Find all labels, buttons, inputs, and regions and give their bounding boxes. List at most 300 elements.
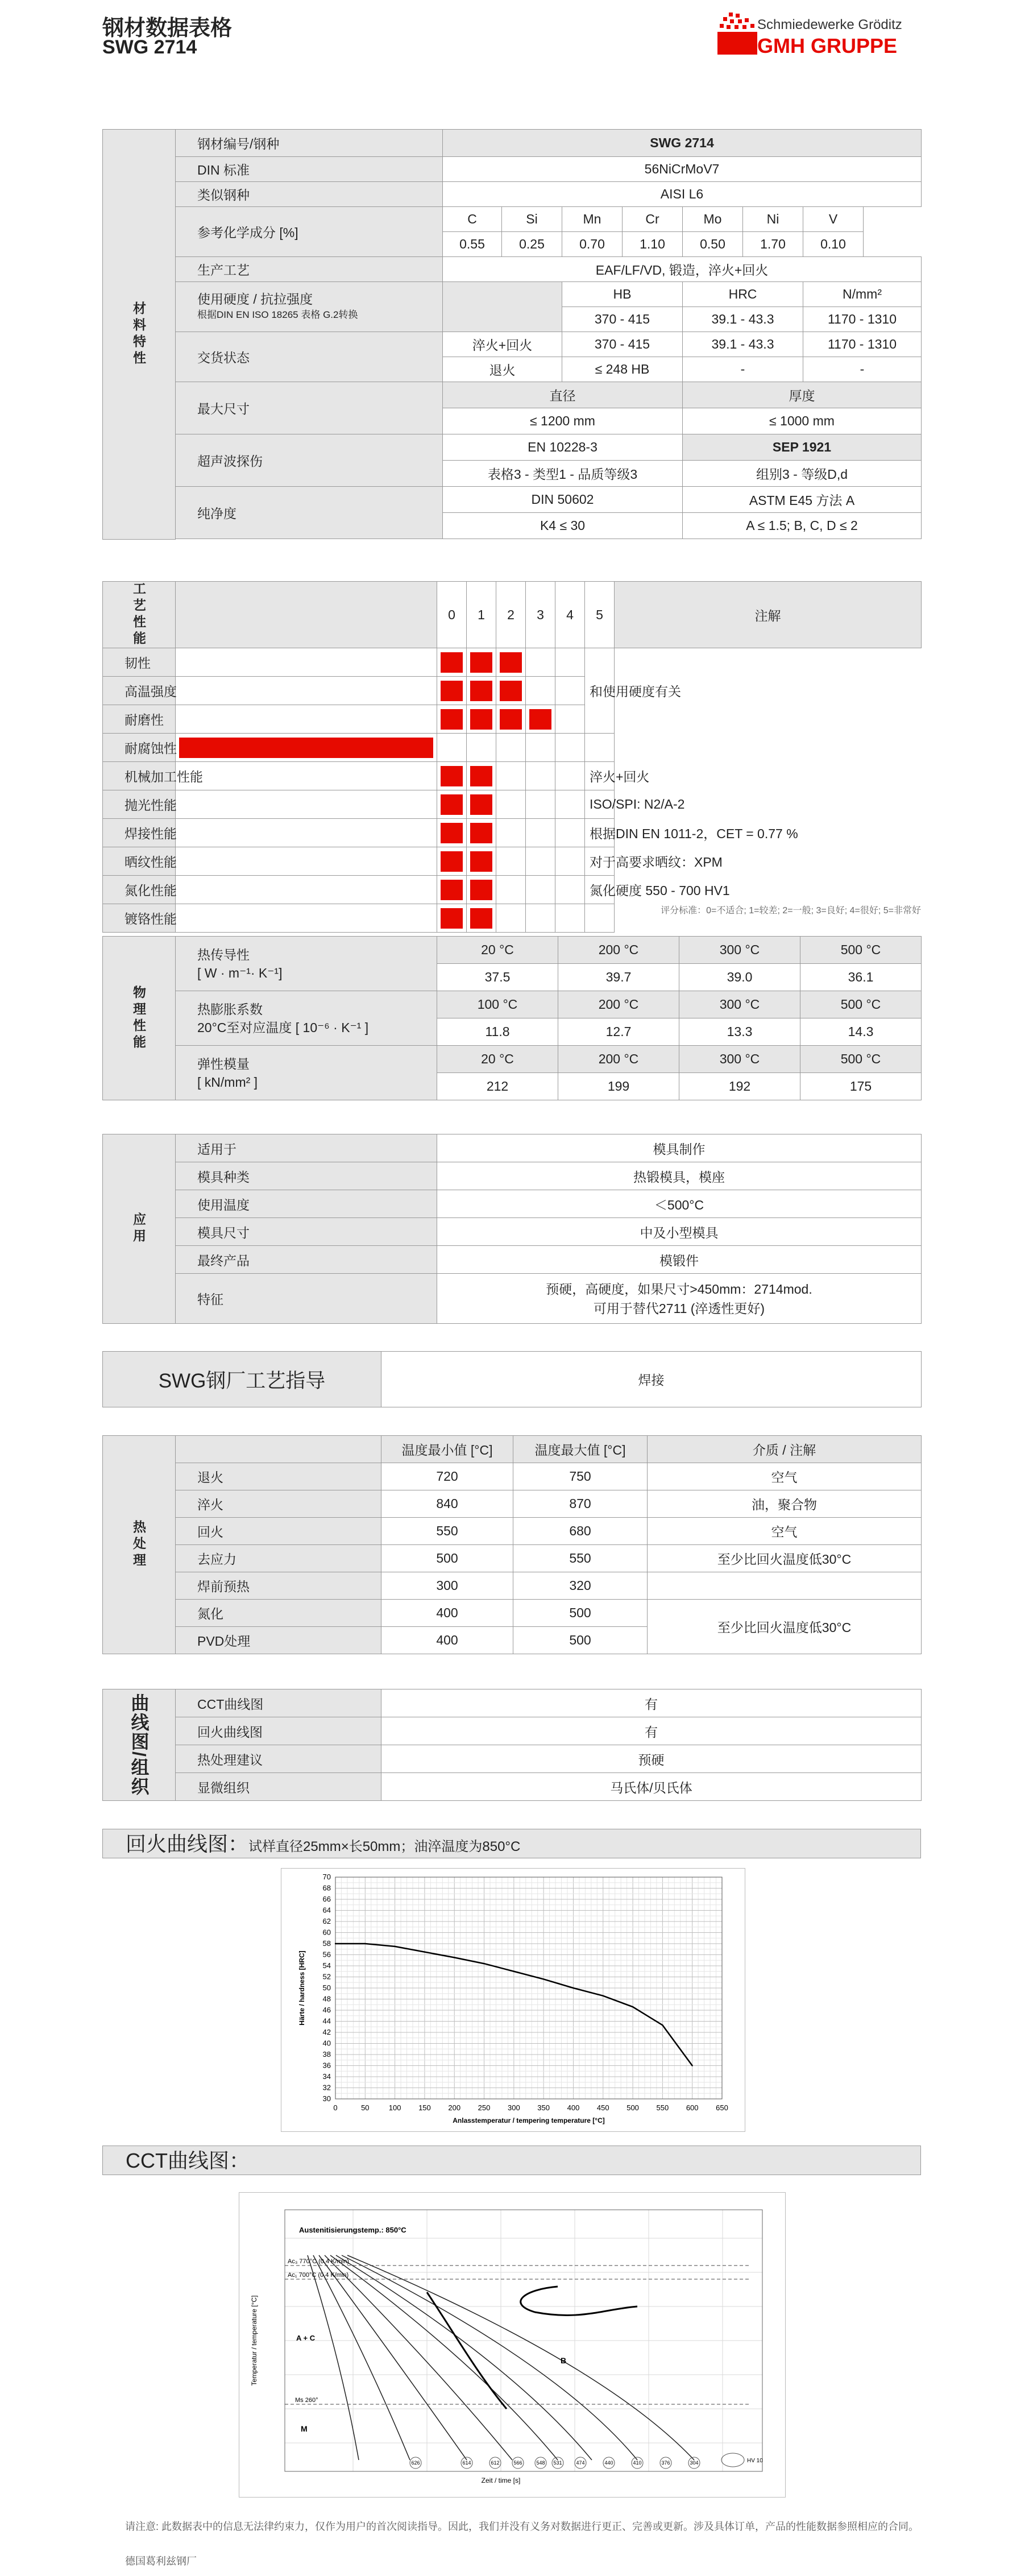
curve-value: 有 <box>381 1689 922 1717</box>
section-curves: 曲线图/组织 <box>103 1689 176 1801</box>
clean-standard: ASTM E45 方法 A <box>683 487 922 513</box>
score-mark <box>441 880 463 900</box>
phys-temp: 300 °C <box>679 937 800 964</box>
phys-value: 39.0 <box>679 964 800 991</box>
scale-0: 0 <box>437 582 467 648</box>
chem-value: 0.50 <box>683 232 743 257</box>
brand-logo <box>717 13 922 58</box>
y-tick-label: 42 <box>322 2028 331 2036</box>
score-cell <box>176 734 437 762</box>
score-cell <box>467 847 496 876</box>
chem-value: 1.10 <box>623 232 683 257</box>
score-cell <box>496 819 526 847</box>
heat-note: 空气 <box>648 1518 922 1545</box>
din-value: 56NiCrMoV7 <box>443 157 922 182</box>
process-name: 镀铬性能 <box>103 904 176 933</box>
heat-max: 500 <box>513 1600 648 1627</box>
chem-value: 0.55 <box>443 232 502 257</box>
y-tick-label: 60 <box>322 1928 331 1937</box>
heat-name: 去应力 <box>176 1545 381 1572</box>
chem-element: Cr <box>623 207 683 232</box>
score-cell <box>437 648 467 677</box>
data-point <box>483 1963 484 1964</box>
app-value: 模具制作 <box>437 1134 922 1162</box>
score-cell <box>437 734 467 762</box>
x-tick-label: 550 <box>656 2103 669 2112</box>
feature-line: 可用于替代2711 (淬透性更好) <box>593 1301 765 1316</box>
tempering-chart-heading <box>102 1829 921 1858</box>
score-mark <box>470 681 492 701</box>
cct-title: Austenitisierungstemp.: 850°C <box>299 2226 406 2234</box>
score-cell <box>526 648 555 677</box>
score-mark <box>441 823 463 843</box>
process-name: 高温强度 <box>103 677 176 705</box>
y-tick-label: 50 <box>322 1983 331 1992</box>
x-tick-label: 650 <box>716 2103 728 2112</box>
scale-2: 2 <box>496 582 526 648</box>
score-mark <box>500 709 522 730</box>
score-cell <box>176 904 437 933</box>
heat-min: 500 <box>381 1545 513 1572</box>
heat-header: 温度最小值 [°C] <box>381 1436 513 1463</box>
y-tick-label: 62 <box>322 1917 331 1925</box>
score-mark <box>470 823 492 843</box>
process-row <box>103 677 922 705</box>
hardness-label: 410 <box>633 2460 642 2466</box>
data-point <box>513 1971 514 1972</box>
cooling-curve <box>342 2255 637 2460</box>
phys-label-text: 热传导性 <box>197 947 250 962</box>
x-tick-label: 450 <box>596 2103 609 2112</box>
process-value: EAF/LF/VD, 锻造，淬火+回火 <box>443 257 922 282</box>
hardness-hb-header: HB <box>562 282 683 307</box>
heat-min: 400 <box>381 1627 513 1654</box>
heat-note <box>648 1572 922 1600</box>
cooling-curve <box>319 2255 467 2460</box>
score-mark <box>529 709 551 730</box>
chem-element: Ni <box>743 207 803 232</box>
x-tick-label: 0 <box>333 2103 338 2112</box>
data-point <box>572 1987 574 1989</box>
similar-label: 类似钢种 <box>176 182 443 207</box>
score-mark <box>179 738 433 758</box>
process-note: ISO/SPI: N2/A-2 <box>585 790 615 819</box>
score-cell <box>526 876 555 904</box>
score-cell <box>526 762 555 790</box>
guide-label: SWG钢厂工艺指导 <box>103 1352 381 1407</box>
heat-max: 750 <box>513 1463 648 1490</box>
score-cell <box>555 734 585 762</box>
data-point <box>691 2065 692 2066</box>
cct-chart-frame <box>239 2192 786 2498</box>
curve-value: 预硬 <box>381 1745 922 1773</box>
score-cell <box>555 705 585 734</box>
chem-element: C <box>443 207 502 232</box>
score-cell <box>467 762 496 790</box>
score-cell <box>555 648 585 677</box>
app-label: 特征 <box>176 1274 437 1324</box>
phys-value: 175 <box>800 1073 922 1100</box>
process-note: 淬火+回火 <box>585 762 615 790</box>
score-cell <box>526 904 555 933</box>
hardness-hb-value: 370 - 415 <box>562 307 683 332</box>
ferrite-nose <box>521 2287 637 2315</box>
y-tick-label: 48 <box>322 1994 331 2003</box>
score-cell <box>467 648 496 677</box>
process-row <box>103 648 922 677</box>
x-tick-label: 150 <box>418 2103 431 2112</box>
app-label: 模具尺寸 <box>176 1218 437 1246</box>
material-table <box>102 129 922 540</box>
chem-element: Mo <box>683 207 743 232</box>
score-cell <box>526 734 555 762</box>
cct-chart-heading <box>102 2146 921 2175</box>
phys-label-text: 热膨胀系数 <box>197 1001 263 1017</box>
phys-temp: 300 °C <box>679 1046 800 1073</box>
process-note: 氮化硬度 550 - 700 HV1 <box>585 876 615 904</box>
score-mark <box>441 908 463 929</box>
score-mark <box>441 766 463 786</box>
hardness-hrc-header: HRC <box>683 282 803 307</box>
score-cell <box>526 677 555 705</box>
chem-value: 0.25 <box>502 232 562 257</box>
phys-value: 39.7 <box>558 964 679 991</box>
process-name: 晒纹性能 <box>103 847 176 876</box>
brand-mark-icon <box>717 13 757 55</box>
section-material: 材料特性 <box>103 130 176 540</box>
heat-max: 500 <box>513 1627 648 1654</box>
hardness-label <box>176 282 443 332</box>
y-tick-label: 68 <box>322 1883 331 1892</box>
scale-3: 3 <box>526 582 555 648</box>
y-tick-label: 38 <box>322 2050 331 2059</box>
score-cell <box>176 876 437 904</box>
heat-header: 温度最大值 [°C] <box>513 1436 648 1463</box>
y-tick-label: 66 <box>322 1895 331 1903</box>
app-label: 模具种类 <box>176 1162 437 1190</box>
score-cell <box>437 904 467 933</box>
app-value: 中及小型模具 <box>437 1218 922 1246</box>
score-cell <box>467 705 496 734</box>
y-tick-label: 44 <box>322 2016 331 2026</box>
process-note: 对于高要求晒纹：XPM <box>585 847 615 876</box>
chem-value: 1.70 <box>743 232 803 257</box>
phys-temp: 200 °C <box>558 937 679 964</box>
process-name: 耐腐蚀性 <box>103 734 176 762</box>
score-mark <box>470 709 492 730</box>
phys-value: 37.5 <box>437 964 558 991</box>
score-cell <box>437 876 467 904</box>
phys-value: 36.1 <box>800 964 922 991</box>
phys-value: 14.3 <box>800 1018 922 1046</box>
app-label: 最终产品 <box>176 1246 437 1274</box>
curve-label: 热处理建议 <box>176 1745 381 1773</box>
curve-label: CCT曲线图 <box>176 1689 381 1717</box>
brand-name-main: GMH GRUPPE <box>757 34 898 57</box>
feature-line: 预硬，高硬度，如果尺寸>450mm：2714mod. <box>546 1281 812 1297</box>
section-application: 应用 <box>103 1134 176 1324</box>
hardness-label: 474 <box>576 2460 585 2466</box>
clean-value: A ≤ 1.5; B, C, D ≤ 2 <box>683 513 922 539</box>
hardness-label: 376 <box>661 2460 670 2466</box>
y-tick-label: 58 <box>322 1939 331 1948</box>
heat-header: 介质 / 注解 <box>648 1436 922 1463</box>
guide-table <box>102 1351 922 1407</box>
x-tick-label: 200 <box>448 2103 461 2112</box>
phys-label <box>176 937 437 991</box>
score-mark <box>441 794 463 815</box>
heat-note: 至少比回火温度低30°C <box>648 1545 922 1572</box>
score-cell <box>526 705 555 734</box>
app-label: 适用于 <box>176 1134 437 1162</box>
app-value: 模锻件 <box>437 1246 922 1274</box>
score-cell <box>496 904 526 933</box>
process-legend: 评分标准：0=不适合; 1=较差; 2=一般; 3=良好; 4=很好; 5=非常好 <box>661 906 921 916</box>
hardness-label: 614 <box>462 2460 471 2466</box>
heat-min: 720 <box>381 1463 513 1490</box>
x-tick-label: 250 <box>478 2103 491 2112</box>
scale-1: 1 <box>467 582 496 648</box>
data-point <box>394 1946 395 1947</box>
phys-value: 212 <box>437 1073 558 1100</box>
guide-value: 焊接 <box>381 1352 922 1407</box>
phys-value: 11.8 <box>437 1018 558 1046</box>
phys-temp: 500 °C <box>800 991 922 1018</box>
curve-value: 马氏体/贝氏体 <box>381 1773 922 1801</box>
delivery-hrc: - <box>683 357 803 382</box>
x-tick-label: 100 <box>388 2103 401 2112</box>
process-row <box>103 819 922 847</box>
cct-ylabel: Temperatur / temperature [°C] <box>250 2295 258 2386</box>
tempering-chart <box>281 1869 745 2131</box>
app-value: ＜500°C <box>437 1190 922 1218</box>
data-point <box>603 1995 604 1996</box>
x-tick-label: 50 <box>361 2103 370 2112</box>
process-row <box>103 847 922 876</box>
process-row <box>103 734 922 762</box>
hardness-label: 626 <box>411 2460 420 2466</box>
maxsize-diameter-header: 直径 <box>443 382 683 408</box>
doc-code: SWG 2714 <box>102 36 197 58</box>
delivery-hb: 370 - 415 <box>562 332 683 357</box>
score-cell <box>496 677 526 705</box>
tempering-subheading: 试样直径25mm×长50mm；油淬温度为850°C <box>248 1839 521 1854</box>
cooling-curve <box>308 2255 359 2460</box>
phys-value: 13.3 <box>679 1018 800 1046</box>
ut-standard: EN 10228-3 <box>443 434 683 461</box>
app-label: 使用温度 <box>176 1190 437 1218</box>
score-cell <box>555 876 585 904</box>
phys-unit: [ W · m⁻¹· K⁻¹] <box>197 965 283 980</box>
cct-chart <box>239 2193 785 2497</box>
score-cell <box>437 762 467 790</box>
heat-max: 870 <box>513 1490 648 1518</box>
heat-name: 氮化 <box>176 1600 381 1627</box>
y-tick-label: 46 <box>322 2006 331 2014</box>
data-point <box>364 1943 366 1944</box>
region-m: M <box>301 2424 308 2433</box>
delivery-label: 交货状态 <box>176 332 443 382</box>
score-mark <box>500 681 522 701</box>
score-cell <box>555 847 585 876</box>
y-tick-label: 54 <box>322 1961 331 1970</box>
ac3-label: Ac₃ 770°C (0,4 K/min) <box>288 2258 349 2265</box>
y-tick-label: 56 <box>322 1950 331 1959</box>
cooling-curve <box>347 2255 694 2460</box>
delivery-n: 1170 - 1310 <box>803 332 922 357</box>
delivery-state: 淬火+回火 <box>443 332 562 357</box>
heat-name: 淬火 <box>176 1490 381 1518</box>
curve-value: 有 <box>381 1717 922 1745</box>
section-heat: 热处理 <box>103 1436 176 1654</box>
heat-name: 回火 <box>176 1518 381 1545</box>
y-tick-label: 34 <box>322 2072 331 2081</box>
score-mark <box>470 908 492 929</box>
cct-xlabel: Zeit / time [s] <box>481 2476 521 2484</box>
legend-marker <box>721 2453 744 2467</box>
doc-title: 钢材数据表格 <box>102 16 233 40</box>
scale-5: 5 <box>585 582 615 648</box>
score-mark <box>441 851 463 872</box>
score-cell <box>176 847 437 876</box>
score-mark <box>470 794 492 815</box>
hardness-label: 548 <box>536 2460 545 2466</box>
y-tick-label: 30 <box>322 2094 331 2103</box>
phys-temp: 20 °C <box>437 937 558 964</box>
phys-value: 199 <box>558 1073 679 1100</box>
process-name: 韧性 <box>103 648 176 677</box>
maxsize-diameter: ≤ 1200 mm <box>443 408 683 434</box>
y-tick-label: 32 <box>322 2083 331 2092</box>
y-tick-label: 70 <box>322 1873 331 1881</box>
chem-value: 0.10 <box>803 232 864 257</box>
score-mark <box>470 880 492 900</box>
score-cell <box>176 648 437 677</box>
score-cell <box>496 847 526 876</box>
phys-value: 192 <box>679 1073 800 1100</box>
ut-standard: SEP 1921 <box>683 434 922 461</box>
heat-name: PVD处理 <box>176 1627 381 1654</box>
note-header: 注解 <box>615 582 922 648</box>
phys-temp: 100 °C <box>437 991 558 1018</box>
clean-label: 纯净度 <box>176 487 443 539</box>
score-cell <box>176 677 437 705</box>
heat-note: 油，聚合物 <box>648 1490 922 1518</box>
y-tick-label: 52 <box>322 1972 331 1981</box>
y-tick-label: 40 <box>322 2039 331 2048</box>
x-axis-label: Anlasstemperatur / tempering temperature [°C] <box>453 2117 605 2124</box>
process-note <box>585 734 615 762</box>
cooling-curve <box>336 2255 592 2460</box>
cct-heading: CCT曲线图： <box>126 2149 250 2172</box>
maxsize-label: 最大尺寸 <box>176 382 443 434</box>
x-tick-label: 350 <box>537 2103 550 2112</box>
score-mark <box>470 851 492 872</box>
process-row <box>103 790 922 819</box>
heat-table <box>102 1435 922 1654</box>
chem-value: 0.70 <box>562 232 623 257</box>
hardness-note: 根据DIN EN ISO 18265 表格 G.2转换 <box>197 309 358 320</box>
hardness-label: 612 <box>491 2460 500 2466</box>
score-cell <box>176 790 437 819</box>
curve-label: 显微组织 <box>176 1773 381 1801</box>
data-point <box>662 2024 663 2026</box>
score-cell <box>496 648 526 677</box>
ut-label: 超声波探伤 <box>176 434 443 487</box>
process-note: 和使用硬度有关 <box>585 648 615 734</box>
heat-max: 680 <box>513 1518 648 1545</box>
score-cell <box>467 819 496 847</box>
score-cell <box>496 762 526 790</box>
score-cell <box>437 790 467 819</box>
process-name: 耐磨性 <box>103 705 176 734</box>
score-cell <box>526 819 555 847</box>
hardness-n-value: 1170 - 1310 <box>803 307 922 332</box>
hardness-label-text: 使用硬度 / 抗拉强度 <box>197 291 313 307</box>
heat-max: 550 <box>513 1545 648 1572</box>
score-mark <box>470 766 492 786</box>
hardness-label: 440 <box>604 2460 613 2466</box>
phys-temp: 500 °C <box>800 1046 922 1073</box>
process-table <box>102 581 922 933</box>
chem-element: Mn <box>562 207 623 232</box>
score-cell <box>176 705 437 734</box>
chem-element: Si <box>502 207 562 232</box>
score-cell <box>437 819 467 847</box>
maxsize-thickness-header: 厚度 <box>683 382 922 408</box>
score-cell <box>526 847 555 876</box>
application-table <box>102 1134 922 1324</box>
process-label: 生产工艺 <box>176 257 443 282</box>
x-tick-label: 600 <box>686 2103 699 2112</box>
score-cell <box>467 734 496 762</box>
cct-legend: HV 10 <box>747 2458 763 2464</box>
physical-table <box>102 936 922 1100</box>
chem-element: V <box>803 207 864 232</box>
section-process: 工艺性能 <box>103 582 176 648</box>
phys-unit: [ kN/mm² ] <box>197 1074 258 1090</box>
app-value: 热锻模具，模座 <box>437 1162 922 1190</box>
din-label: DIN 标准 <box>176 157 443 182</box>
phys-value: 12.7 <box>558 1018 679 1046</box>
phys-temp: 20 °C <box>437 1046 558 1073</box>
region-ac: A + C <box>296 2334 316 2342</box>
score-cell <box>555 819 585 847</box>
hardness-n-header: N/mm² <box>803 282 922 307</box>
footer-company: 德国葛利兹钢厂 <box>125 2556 197 2567</box>
hardness-label: 566 <box>513 2460 522 2466</box>
clean-standard: DIN 50602 <box>443 487 683 513</box>
hardness-hrc-value: 39.1 - 43.3 <box>683 307 803 332</box>
maxsize-thickness: ≤ 1000 mm <box>683 408 922 434</box>
chem-label: 参考化学成分 [%] <box>176 207 443 257</box>
curves-table <box>102 1689 922 1801</box>
heat-min: 840 <box>381 1490 513 1518</box>
tempering-heading: 回火曲线图： <box>126 1832 249 1856</box>
process-name: 焊接性能 <box>103 819 176 847</box>
score-cell <box>176 762 437 790</box>
ms-label: Ms 260° <box>295 2397 318 2404</box>
data-point <box>543 1978 544 1979</box>
delivery-hrc: 39.1 - 43.3 <box>683 332 803 357</box>
delivery-hb: ≤ 248 HB <box>562 357 683 382</box>
data-point <box>424 1951 425 1952</box>
score-cell <box>437 677 467 705</box>
score-cell <box>555 762 585 790</box>
clean-value: K4 ≤ 30 <box>443 513 683 539</box>
phys-label <box>176 991 437 1046</box>
score-mark <box>441 652 463 673</box>
